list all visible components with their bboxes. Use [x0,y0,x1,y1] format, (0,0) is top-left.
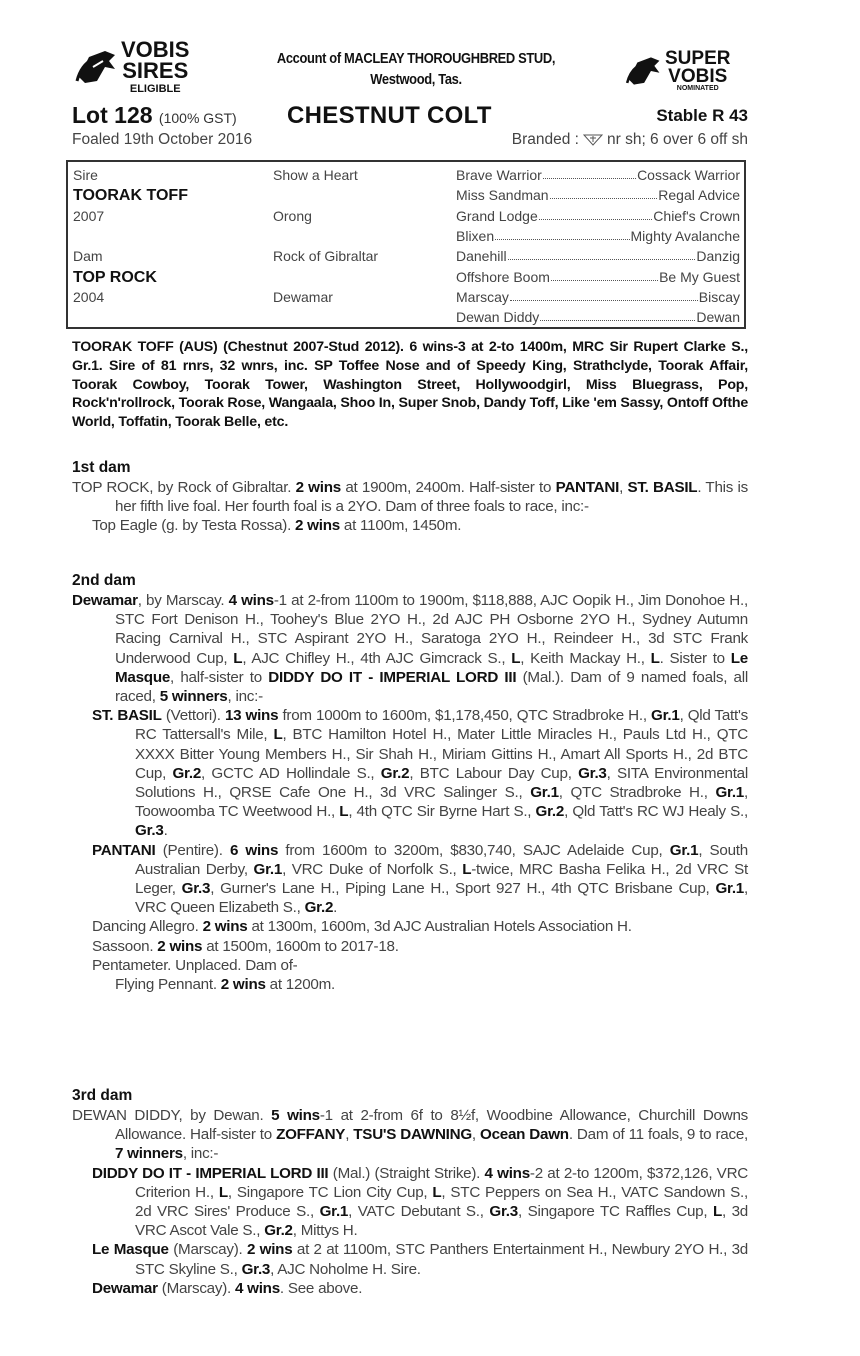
lot-label: Lot 128 [72,102,153,128]
brand-mark-icon [583,134,603,146]
text-run: , BTC Labour Day Cup, [409,764,579,782]
text-run: . [163,822,168,840]
lot-number [72,102,237,129]
text-run: (Vettori). [161,707,225,725]
text-run: Gr.2 [380,764,410,782]
pedigree-col1: 2007 [73,207,105,224]
text-run: Gr.3 [135,822,164,840]
text-run: at 1900m, 2400m. Half-sister to [340,479,556,496]
pedigree-paragraph [72,706,748,840]
text-run: 2 wins [157,937,203,955]
text-run: , by Marscay. [137,592,229,609]
first-dam-section [72,458,748,536]
text-run: L [339,803,349,821]
ancestor-sire: Chief's Crown [653,207,740,224]
pedigree-paragraph [72,591,748,706]
text-run: , Mittys H. [292,1222,358,1240]
text-run: 2 wins [246,1241,293,1259]
text-run: 4 wins [484,1164,530,1182]
pedigree-ancestor-pair [456,269,740,285]
pedigree-col2: Dewamar [273,288,333,305]
text-run: PANTANI [92,841,156,859]
text-run: Dewamar [92,1279,158,1297]
text-run: 4 wins [228,592,274,609]
pedigree-col1: Sire [73,167,98,183]
pedigree-row [68,289,744,309]
ancestor-name: Miss Sandman [456,187,549,204]
pedigree-ancestor-pair [456,228,740,244]
pedigree-paragraph [72,956,748,975]
ancestor-name: Offshore Boom [456,268,550,285]
text-run: Gr.1 [715,784,745,802]
pedigree-col1: Dam [73,248,103,265]
text-run: (Marscay). [157,1279,235,1297]
pedigree-col1: TOORAK TOFF [73,187,188,205]
text-run: , AJC Noholme H. Sire. [270,1260,421,1278]
text-run: L [511,649,521,667]
text-run: 2 wins [220,976,266,994]
dot-leader [540,309,695,321]
brand-info [512,131,748,149]
text-run: . See above. [279,1279,363,1297]
text-run: , half-sister to [170,668,269,686]
text-run: , BTC Hamilton Hotel H., Mater Little Miracles H., Pauls Ltd H., QTC XXXX Bitter Young Members H., Sir Shah H., Miriam Gittins H., Amart All Sports H., 2d BTC Cup, [135,726,749,782]
text-run: DIDDY DO IT - IMPERIAL LORD III [268,668,517,686]
text-run: (Marscay). [168,1241,247,1259]
text-run: . [333,899,338,917]
text-run: Gr.2 [172,764,202,782]
text-run: Le Masque [92,1241,169,1259]
pedigree-paragraph [72,975,748,994]
text-run: , SITA Environmental Solutions H., QRSE Cafe One H., 3d VRC Salinger S., [135,764,749,802]
vendor-account [256,48,576,90]
text-run: , GCTC AD Hollindale S., [201,764,381,782]
ancestor-name: Danehill [456,248,507,265]
text-run: 13 wins [224,707,279,725]
text-run: Gr.1 [530,784,559,802]
text-run: at 1500m, 1600m to 2017-18. [202,937,399,955]
branded-label: Branded : [511,131,579,148]
text-run: L [712,1203,722,1221]
pedigree-col2: Rock of Gibraltar [273,248,379,265]
pedigree-row [68,208,744,228]
lot-line [72,102,748,130]
text-run: Gr.2 [304,899,334,917]
pedigree-ancestor-pair [456,167,740,183]
text-run: -1 at 2-from 6f to 8½f, Woodbine Allowance, Churchill Downs Allowance. Half-sister to [115,1107,748,1144]
text-run: Dewamar [72,592,138,609]
text-run: at 2 at 1100m, STC Panthers Entertainment H., Newbury 2YO H., 3d STC Skyline S., [135,1241,748,1278]
text-run: Gr.2 [535,803,565,821]
text-run: L [650,649,660,667]
ancestor-name: Grand Lodge [456,207,538,224]
text-run: DEWAN DIDDY, by Dewan. [72,1107,272,1124]
text-run: L [233,649,243,667]
text-run: -2 at 2-to 1200m, $372,126, VRC Criterion H., [135,1164,749,1201]
horse-head-icon [75,47,121,87]
ancestor-name: Blixen [456,227,495,244]
text-run: , 4th QTC Sir Byrne Hart S., [348,803,536,821]
foaled-date: Foaled 19th October 2016 [72,131,253,148]
dot-leader [543,167,636,179]
text-run: Gr.1 [651,707,680,725]
pedigree-row [68,228,744,248]
text-run: (Mal.). Dam of 9 named foals, all raced, [115,668,749,706]
pedigree-ancestor-pair [456,289,740,305]
pedigree-paragraph [72,1279,748,1298]
pedigree-row [68,167,744,187]
text-run: , AJC Chifley H., 4th AJC Gimcrack S., [242,649,512,667]
text-run: , [619,479,628,496]
pedigree-paragraph [72,1240,748,1278]
pedigree-row [68,309,744,329]
text-run: , 3d VRC Ascot Vale S., [135,1203,748,1240]
text-run: . Sister to [659,649,731,667]
text-run: L [218,1183,228,1201]
text-run: Gr.3 [241,1260,271,1278]
pedigree-paragraph [72,1106,748,1164]
text-run: , QTC Stradbroke H., [558,784,716,802]
ancestor-name: Marscay [456,288,509,305]
text-run: ST. BASIL [627,479,698,496]
pedigree-col2: Show a Heart [273,167,358,183]
third-dam-section [72,1086,748,1298]
lot-description: CHESTNUT COLT [287,102,492,129]
pedigree-paragraph [72,937,748,956]
ancestor-sire: Regal Advice [658,187,740,204]
text-run: . Dam of 11 foals, 9 to race, [568,1126,749,1144]
brand-description: nr sh; 6 over 6 off sh [606,131,748,148]
text-run: 2 wins [295,517,340,535]
dot-leader [551,269,658,281]
super-vobis-nominated-logo [625,50,730,93]
vendor-location: Westwood, Tas. [370,71,462,88]
pedigree-paragraph [72,478,748,516]
ancestor-sire: Danzig [696,248,740,265]
text-run: Gr.3 [578,764,607,782]
dot-leader [508,248,696,260]
second-dam-section [72,571,748,994]
dot-leader [510,289,698,301]
pedigree-col1: TOP ROCK [73,268,157,286]
text-run: . This is her fifth live foal. Her fourth foal is a 2YO. Dam of three foals to race, inc:- [115,479,748,516]
text-run: , [345,1126,354,1144]
sire-summary: TOORAK TOFF (AUS) (Chestnut 2007-Stud 2012). 6 wins-3 at 2-to 1400m, MRC Sir Rupert Clarke S., Gr.1. Sire of 81 rnrs, 32 wnrs, inc. SP Toffee Nose and of Speedy King, Strathclyde, Toorak Affair, Toorak Cowboy, Toorak Tower, Washington Street, Hollywoodgirl, Miss Bluegrass, Pop, Rock'n'rollrock, Toorak Rose, Wangaala, Shoo In, Super Snob, Dandy Toff, Like 'em Sassy, Ontoff Ofthe World, Toffatin, Toorak Belle, etc. [72,339,749,431]
text-run: , Toowoomba TC Weetwood H., [135,784,748,821]
ancestor-sire: Biscay [698,288,740,305]
logo-text: ELIGIBLE [129,82,181,95]
ancestor-sire: Mighty Avalanche [630,227,740,244]
horse-head-icon [625,54,665,88]
text-run: , Gurner's Lane H., Piping Lane H., Sport 927 H., 4th QTC Brisbane Cup, [210,880,716,898]
logo-text: SUPER [665,48,731,69]
text-run: DIDDY DO IT - IMPERIAL LORD III [92,1164,329,1182]
text-run: (Mal.) (Straight Strike). [328,1164,485,1182]
text-run: 2 wins [295,479,341,496]
section-heading: 3rd dam [72,1087,133,1104]
pedigree-row [68,269,744,289]
pedigree-col1: 2004 [73,288,105,305]
text-run: , South Australian Derby, [135,841,748,878]
text-run: at 1100m, 1450m. [339,517,462,535]
pedigree-paragraph [72,841,748,918]
section-heading: 1st dam [72,459,131,476]
text-run: , STC Peppers on Sea H., VATC Sandown S., 2d VRC Sires' Produce S., [135,1183,748,1221]
text-run: from 1000m to 1600m, $1,178,450, QTC Stradbroke H., [278,707,651,725]
logo-text: NOMINATED [676,85,719,93]
text-run: at 1300m, 1600m, 3d AJC Australian Hotels Association H. [247,918,632,936]
text-run: , Qld Tatt's RC WJ Healy S., [564,803,748,821]
text-run: ST. BASIL [92,707,162,725]
text-run: ZOFFANY [276,1126,346,1144]
text-run: 2 wins [202,918,248,936]
text-run: (Pentire). [155,841,230,859]
ancestor-name: Dewan Diddy [456,309,540,326]
gst-note: (100% GST) [158,110,237,126]
text-run: Gr.3 [489,1203,518,1221]
logo-text: SIRES [122,57,189,83]
text-run: , Singapore TC Raffles Cup, [517,1203,713,1221]
text-run: -twice, MRC Basha Felika H., 2d VRC St Leger, [135,860,748,898]
text-run: 4 wins [234,1279,280,1297]
text-run: 7 winners [115,1145,183,1163]
vobis-sires-eligible-logo [75,37,190,95]
text-run: Gr.1 [253,860,283,878]
text-run: 6 wins [229,841,279,859]
text-run: Gr.1 [319,1203,349,1221]
pedigree-ancestor-pair [456,248,740,264]
pedigree-paragraph [72,516,748,535]
pedigree-table [66,160,746,329]
text-run: at 1200m. [265,976,335,994]
pedigree-row [68,248,744,268]
text-run: TSU'S DAWNING [353,1126,472,1144]
vendor-name: Account of MACLEAY THOROUGHBRED STUD, [276,50,556,67]
text-run: Top Eagle (g. by Testa Rossa). [92,517,296,535]
dot-leader [539,208,653,220]
text-run: Gr.1 [715,880,745,898]
pedigree-paragraph [72,917,748,936]
text-run: TOP ROCK, by Rock of Gibraltar. [72,479,296,496]
text-run: , Qld Tatt's RC Tattersall's Mile, [135,707,748,744]
text-run: Le Masque [115,649,748,686]
logo-text: VOBIS [121,37,190,62]
ancestor-sire: Cossack Warrior [637,167,740,183]
text-run: 5 winners [159,688,228,706]
ancestor-sire: Dewan [696,309,740,326]
text-run: , Singapore TC Lion City Cup, [227,1183,433,1201]
text-run: Gr.2 [264,1222,293,1240]
text-run: Dancing Allegro. [92,918,203,936]
text-run: Pentameter. Unplaced. Dam of- [92,956,298,974]
dot-leader [495,228,629,240]
pedigree-col2: Orong [273,207,312,224]
text-run: L [462,860,472,878]
pedigree-ancestor-pair [456,187,740,203]
stable-number: Stable R 43 [656,106,748,125]
text-run: , VATC Debutant S., [348,1203,490,1221]
text-run: , inc:- [182,1145,219,1163]
text-run: 5 wins [271,1107,320,1124]
text-run: L [273,726,283,744]
text-run: from 1600m to 3200m, $830,740, SAJC Adelaide Cup, [278,841,670,859]
text-run: Gr.1 [669,841,699,859]
text-run: Flying Pennant. [115,976,221,994]
pedigree-ancestor-pair [456,208,740,224]
text-run: , [471,1126,481,1144]
text-run: PANTANI [555,479,620,496]
text-run: Sassoon. [92,937,158,955]
text-run: Gr.3 [181,880,211,898]
text-run: Ocean Dawn [480,1126,569,1144]
text-run: L [432,1183,442,1201]
text-run: , inc:- [227,688,263,706]
ancestor-sire: Be My Guest [659,268,740,285]
pedigree-ancestor-pair [456,309,740,325]
dot-leader [550,187,658,199]
text-run: , Keith Mackay H., [520,649,651,667]
section-heading: 2nd dam [72,572,136,589]
pedigree-paragraph [72,1164,748,1241]
logo-text: VOBIS [668,66,728,88]
text-run: -1 at 2-from 1100m to 1900m, $118,888, AJC Oopik H., Jim Donohoe H., STC Fort Denison H., Toohey's Blue 2YO H., 2d AJC PH Osborne 2YO H., Sydney Autumn Racing Carnival H., STC Aspirant 2YO H., Saratoga 2YO H., Reindeer H., 3d STC Frank Underwood Cup, [115,592,748,667]
text-run: , VRC Queen Elizabeth S., [135,880,748,917]
text-run: , VRC Duke of Norfolk S., [282,860,463,878]
ancestor-name: Brave Warrior [456,167,542,183]
pedigree-row [68,187,744,207]
